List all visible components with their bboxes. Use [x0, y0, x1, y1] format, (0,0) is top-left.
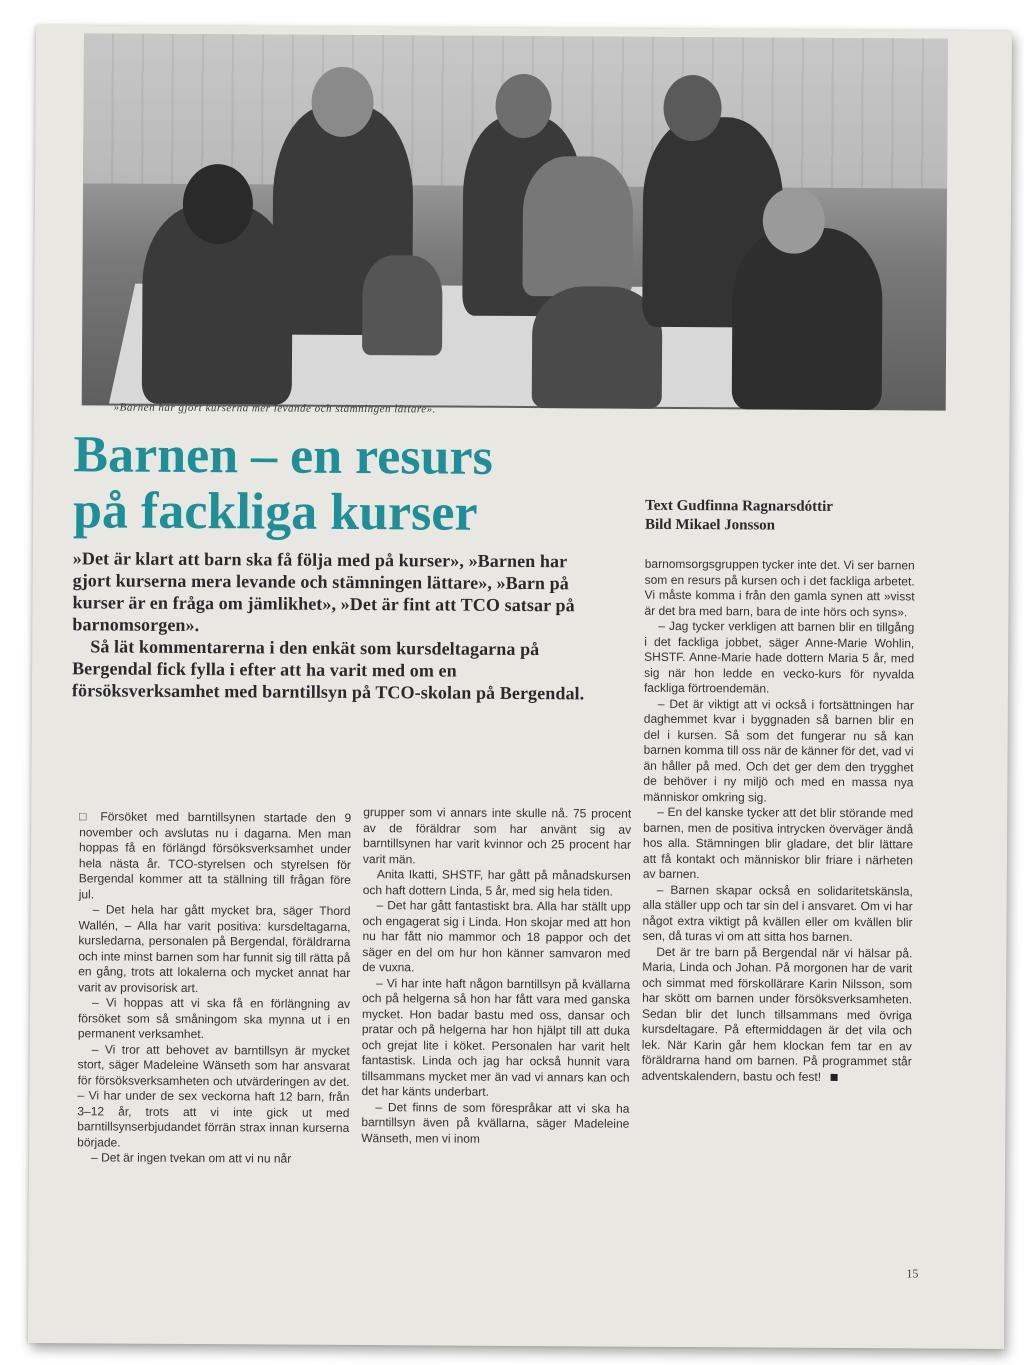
- body-paragraph: – Det är ingen tvekan om att vi nu når: [91, 1150, 292, 1166]
- body-paragraph: – Barnen skapar också en solidaritetskänsla, alla ställer upp och tar sin del i ansvaret. Om vi har något extra viktigt på kvällen eller om kvällen blir sen, då turas vi om att sitta hos barnen.: [642, 882, 913, 945]
- lead-summary: Så lät kommentarerna i den enkät som kursdeltagarna på Bergendal fick fylla i efter att ha varit med om en försöksverksamhet med barntillsyn på TCO-skolan på Bergendal.: [71, 636, 585, 704]
- end-mark-icon: [831, 1073, 838, 1080]
- body-paragraph: – En del kanske tycker att det blir störande med barnen, men de positiva intrycken överväger ändå hos alla. Stämningen blir gladare, det blir lättare att få kontakt och människor blir friare i närheten av barnen.: [642, 804, 914, 882]
- magazine-page: [28, 25, 1012, 1349]
- byline-photo-credit: Bild Mikael Jonsson: [644, 516, 776, 534]
- body-paragraph: – Det har gått fantastiskt bra. Alla har ställt upp och engagerat sig i Linda. Hon skojar med att hon nu har fått nio mammor och 18 pappor och det säger en del om hur hon känner samvaron med de vuxna.: [362, 898, 631, 975]
- article-photo: [82, 33, 948, 410]
- headline-line-2: på fackliga kurser: [72, 482, 478, 542]
- byline: [645, 497, 833, 536]
- body-paragraph: – Det är viktigt att vi också i fortsättningen har daghemmet kvar i byggnaden så barnen blir en del i kursen. Så som det fungerar nu så kan barnen komma till oss när de känner för det, vad vi än håller på med. Och det ger dem den trygghet de behöver i ny miljö och med en massa nya människor omkring sig.: [643, 696, 914, 805]
- body-paragraph: – Det hela har gått mycket bra, säger Thord Wallén, – Alla har varit positiva: kursdeltagarna, kursledarna, personalen på Bergendal, föräldrarna och inte minst barnen som har funnit sig till rätta på en gång, trots att lokalerna och mycket annat har varit av provisorisk art.: [78, 902, 351, 995]
- body-column-3: [642, 557, 915, 1086]
- photo-head: [183, 164, 253, 244]
- lead-paragraph: [72, 547, 593, 704]
- body-paragraph: barnomsorgsgruppen tycker inte det. Vi ser barnen som en resurs på kursen och i det fackliga arbetet. Vi måste komma i från den gamla synen att »visst är det bra med barn, bara de inte hörs och syns».: [644, 556, 915, 619]
- body-paragraph: – Det finns de som förespråkar att vi ska ha barntillsyn även på kvällarna, säger Madeleine Wänseth, men vi inom: [361, 1099, 630, 1146]
- body-paragraph-final: [642, 944, 913, 1085]
- photo-figure-woman-right: [732, 227, 883, 410]
- body-paragraph: □ Försöket med barntillsynen startade den 9 november och avslutas nu i dagarna. Men man hoppas få en förlängd försöksverksamhet under hela nästa år. TCO-styrelsen och styrelsen för Bergendal kommer att ta ställning till frågan före jul.: [78, 809, 352, 901]
- photo-head: [495, 74, 551, 138]
- body-paragraph: – Vi tror att behovet av barntillsyn är mycket stort, säger Madeleine Wänseth som har ansvarat för försöksverksamheten och utvärderingen av det. – Vi har under de sex veckorna haft 12 barn, från 3–12 år, trots att vi inte gick ut med barntillsynserbjudandet förrän strax innan kurserna började.: [77, 1041, 350, 1150]
- body-paragraph: – Vi har inte haft någon barntillsyn på kvällarna och på helgerna så hon har fått vara med ganska mycket. Hon badar bastu med oss, dansar och pratar och på helgerna har hon hjälpt till att duka och grejat lite i köket. Personalen har varit helt fantastisk. Linda och jag har också hunnit vara tillsammans mycket mer än vad vi annars kan och det har känts underbart.: [361, 975, 631, 1099]
- final-paragraph-text: Det är tre barn på Bergendal när vi hälsar på. Maria, Linda och Johan. På morgonen har de varit och simmat med förskollärare Karin Nilsson, som har skött om barnen under försöksverksamheten. Sedan blir det lunch tillsammans med övriga kursdeltagare. På eftermiddagen är det vila och lek. När Karin går hem klockan fem tar en av föräldrarna hand om barnen. På programmet står adventskalendern, bastu och fest!: [641, 944, 913, 1084]
- body-paragraph: – Jag tycker verkligen att barnen blir en tillgång i det fackliga jobbet, säger Anne-Marie Wohlin, SHSTF. Anne-Marie hade dottern Maria 5 år, med sig när hon ledde en vecko-kurs för nyvalda fackliga förtroendemän.: [643, 618, 915, 696]
- headline-line-1: Barnen – en resurs: [73, 426, 493, 486]
- photo-figure-child: [362, 255, 443, 355]
- photo-caption: »Barnen har gjort kurserna mer levande och stämningen lättare».: [113, 401, 436, 416]
- photo-head: [663, 75, 721, 141]
- lead-quotes: »Det är klart att barn ska få följa med på kurser», »Barnen har gjort kurserna mera levande och stämningen lättare», »Barn på kurser är en fråga om jämlikhet», »Det är fint att TCO satsar på barnomsorgen».: [72, 548, 575, 636]
- body-paragraph: – Vi hoppas att vi ska få en förlängning av försöket som så småningom ska mynna ut i en permanent verksamhet.: [77, 995, 351, 1042]
- byline-text-credit: Text Gudfinna Ragnarsdóttir: [645, 497, 833, 515]
- page-number: 15: [906, 1266, 919, 1281]
- body-paragraph: Anita Ikatti, SHSTF, har gått på månadskursen och haft dottern Linda, 5 år, med sig hela tiden.: [362, 867, 631, 899]
- body-paragraph: grupper som vi annars inte skulle nå. 75 procent av de föräldrar som har använt sig av barntillsynen har varit kvinnor och 25 procent har varit män.: [362, 805, 632, 866]
- body-column-2: [361, 805, 631, 1148]
- headline: [73, 427, 634, 542]
- photo-figure-child-center: [522, 156, 633, 297]
- photo-head: [311, 67, 373, 137]
- photo-head: [763, 187, 825, 253]
- body-column-1: [77, 809, 351, 1167]
